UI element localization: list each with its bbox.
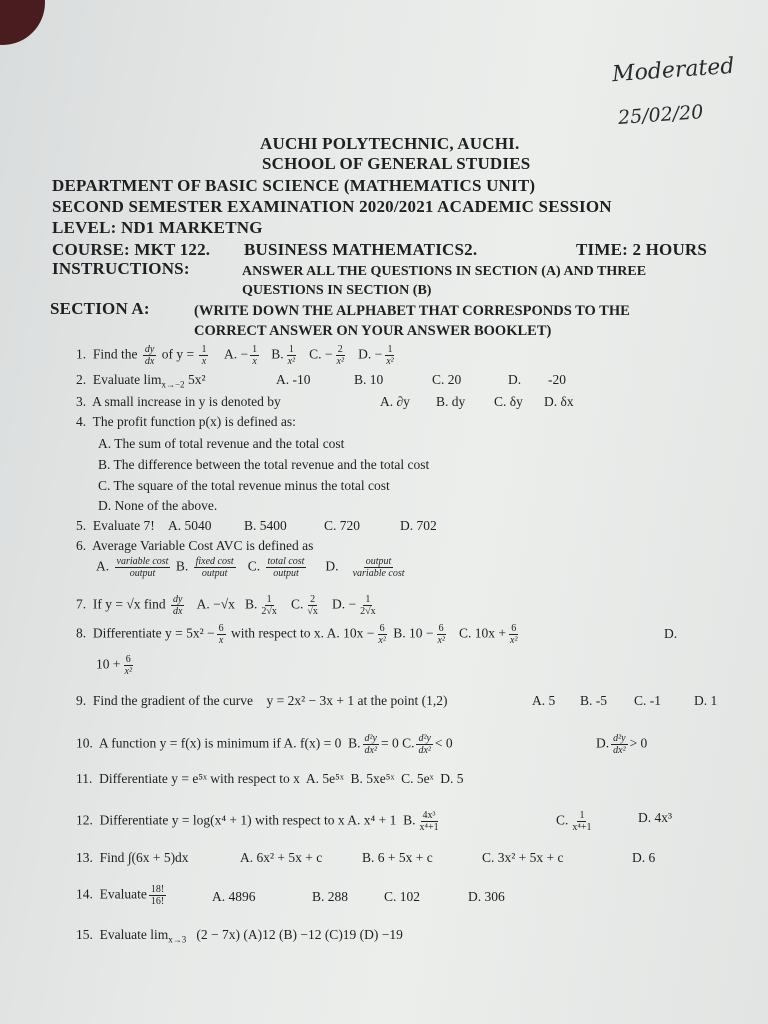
q2-option-b: B. 10: [354, 372, 384, 387]
question-4: 4. The profit function p(x) is defined as:: [76, 414, 296, 429]
q14-option-a: A. 4896: [212, 889, 256, 904]
section-a-label: SECTION A:: [50, 299, 150, 318]
q13-option-c: C. 3x² + 5x + c: [482, 850, 564, 865]
section-a-note-1: (WRITE DOWN THE ALPHABET THAT CORRESPONDS TO THE: [194, 303, 630, 319]
question-2: 2. Evaluate $\lim_{x\to-2} 5x^2$: [76, 372, 206, 390]
question-12: 12. Differentiate y = log(x⁴ + 1) with respect to x A. x⁴ + 1 B. $\frac{\text{4x³}}{\text{x⁴+1}}$: [76, 810, 439, 833]
q13-option-a: A. 6x² + 5x + c: [240, 850, 323, 865]
q2-option-d: D.: [508, 372, 522, 387]
q13-option-b: B. 6 + 5x + c: [362, 850, 433, 865]
q13-option-d: D. 6: [632, 850, 656, 865]
question-14: 14. Evaluate $\frac{18!}{16!}$: [76, 884, 165, 907]
question-7: 7. If y = √x find $\frac{dy}{dx}$ A. −√x B. $\frac{1}{2√x}$ C. $\frac{2}{√x}$ D. − $\frac{1}{2√x}$: [76, 594, 376, 617]
q9-option-b: B. -5: [580, 693, 607, 708]
question-15: 15. Evaluate $\lim_{x\to 3}$ (2 − 7x) (A)12 (B) −12 (C)19 (D) −19: [76, 927, 403, 945]
q2-option-a: A. -10: [276, 372, 311, 387]
question-9: 9. Find the gradient of the curve y = 2x² − 3x + 1 at the point (1,2): [76, 693, 448, 708]
question-11: 11. Differentiate y = e⁵ˣ with respect to x A. 5e⁵ˣ B. 5xe⁵ˣ C. 5eˣ D. 5: [76, 771, 464, 786]
exam-time: TIME: 2 HOURS: [576, 240, 708, 259]
q4-option-b: B. The difference between the total revenue and the total cost: [98, 457, 430, 472]
course-code: COURSE: MKT 122.: [52, 240, 211, 259]
q4-option-c: C. The square of the total revenue minus the total cost: [98, 478, 390, 493]
q9-option-c: C. -1: [634, 693, 661, 708]
question-8: 8. Differentiate y = 5x² − $\frac{6}{x}$ with respect to x. A. 10x − $\frac{6}{\text{x²}}$ B. 10 − $\frac{6}{\text{x²}}$ C. 10x + $\frac{6}{\text{x²}}$: [76, 623, 518, 646]
q3-option-a: A. ∂y: [380, 394, 410, 409]
q4-option-a: A. The sum of total revenue and the total cost: [98, 436, 345, 451]
q3-option-d: D. δx: [544, 394, 574, 409]
q5-option-c: C. 720: [324, 518, 361, 533]
q14-option-c: C. 102: [384, 889, 421, 904]
question-13: 13. Find ∫(6x + 5)dx: [76, 850, 189, 865]
question-10: 10. A function y = f(x) is minimum if A. f(x) = 0 B. $\frac{\text{d²y}}{\text{dx²}}$ = 0 C. $\frac{\text{d²y}}{\text{dx²}}$ < 0: [76, 733, 453, 756]
q14-option-d: D. 306: [468, 889, 505, 904]
exam-title: SECOND SEMESTER EXAMINATION 2020/2021 ACADEMIC SESSION: [52, 197, 612, 216]
q3-option-c: C. δy: [494, 394, 523, 409]
q5-option-b: B. 5400: [244, 518, 287, 533]
q8-option-d-value: 10 + $\frac{6}{\text{x²}}$: [96, 654, 132, 677]
q14-option-b: B. 288: [312, 889, 349, 904]
q3-option-b: B. dy: [436, 394, 466, 409]
q4-option-d: D. None of the above.: [98, 498, 218, 513]
department-name: DEPARTMENT OF BASIC SCIENCE (MATHEMATICS UNIT): [52, 176, 536, 195]
q10-option-d: D. $\frac{\text{d²y}}{\text{dx²}}$ > 0: [596, 733, 648, 756]
q5-option-d: D. 702: [400, 518, 437, 533]
school-name: SCHOOL OF GENERAL STUDIES: [262, 154, 531, 173]
course-title: BUSINESS MATHEMATICS2.: [244, 240, 478, 259]
q9-option-d: D. 1: [694, 693, 718, 708]
q9-option-a: A. 5: [532, 693, 556, 708]
institution-name: AUCHI POLYTECHNIC, AUCHI.: [260, 134, 520, 153]
q2-option-c: C. 20: [432, 372, 462, 387]
q12-option-d: D. 4x³: [638, 810, 673, 825]
question-5: 5. Evaluate 7!: [76, 518, 155, 533]
level: LEVEL: ND1 MARKETNG: [52, 218, 263, 237]
q2-option-d-value: -20: [548, 372, 566, 387]
q6-options: A. $\frac{\text{variable cost}}{\text{output}}$ B. $\frac{\text{fixed cost}}{\text{output}}$ C. $\frac{\text{total cost}}{\text{output}}$ D. $\frac{\text{output}}{\text{variable cost}}$: [96, 556, 405, 579]
question-3: 3. A small increase in y is denoted by: [76, 394, 281, 409]
moderation-signature: Moderated: [611, 53, 736, 88]
section-a-note-2: CORRECT ANSWER ON YOUR ANSWER BOOKLET): [194, 323, 552, 339]
question-6: 6. Average Variable Cost AVC is defined as: [76, 538, 314, 553]
instructions-text-1: ANSWER ALL THE QUESTIONS IN SECTION (A) AND THREE: [242, 264, 647, 279]
q12-option-c: C. $\frac{1}{\text{x⁴+1}}$: [556, 810, 592, 833]
question-1: 1. Find the $\frac{dy}{dx}$ of y = $\frac{1}{x}$ A. − $\frac{1}{x}$ B. $\frac{1}{\text{x²}}$ C. − $\frac{2}{\text{x²}}$ D. − $\frac{1}{\text{x²}}$: [76, 344, 394, 367]
q8-option-d: D.: [664, 626, 678, 641]
instructions-label: INSTRUCTIONS:: [52, 259, 190, 278]
instructions-text-2: QUESTIONS IN SECTION (B): [242, 283, 432, 298]
moderation-date: 25/02/20: [617, 101, 705, 129]
q5-option-a: A. 5040: [168, 518, 212, 533]
